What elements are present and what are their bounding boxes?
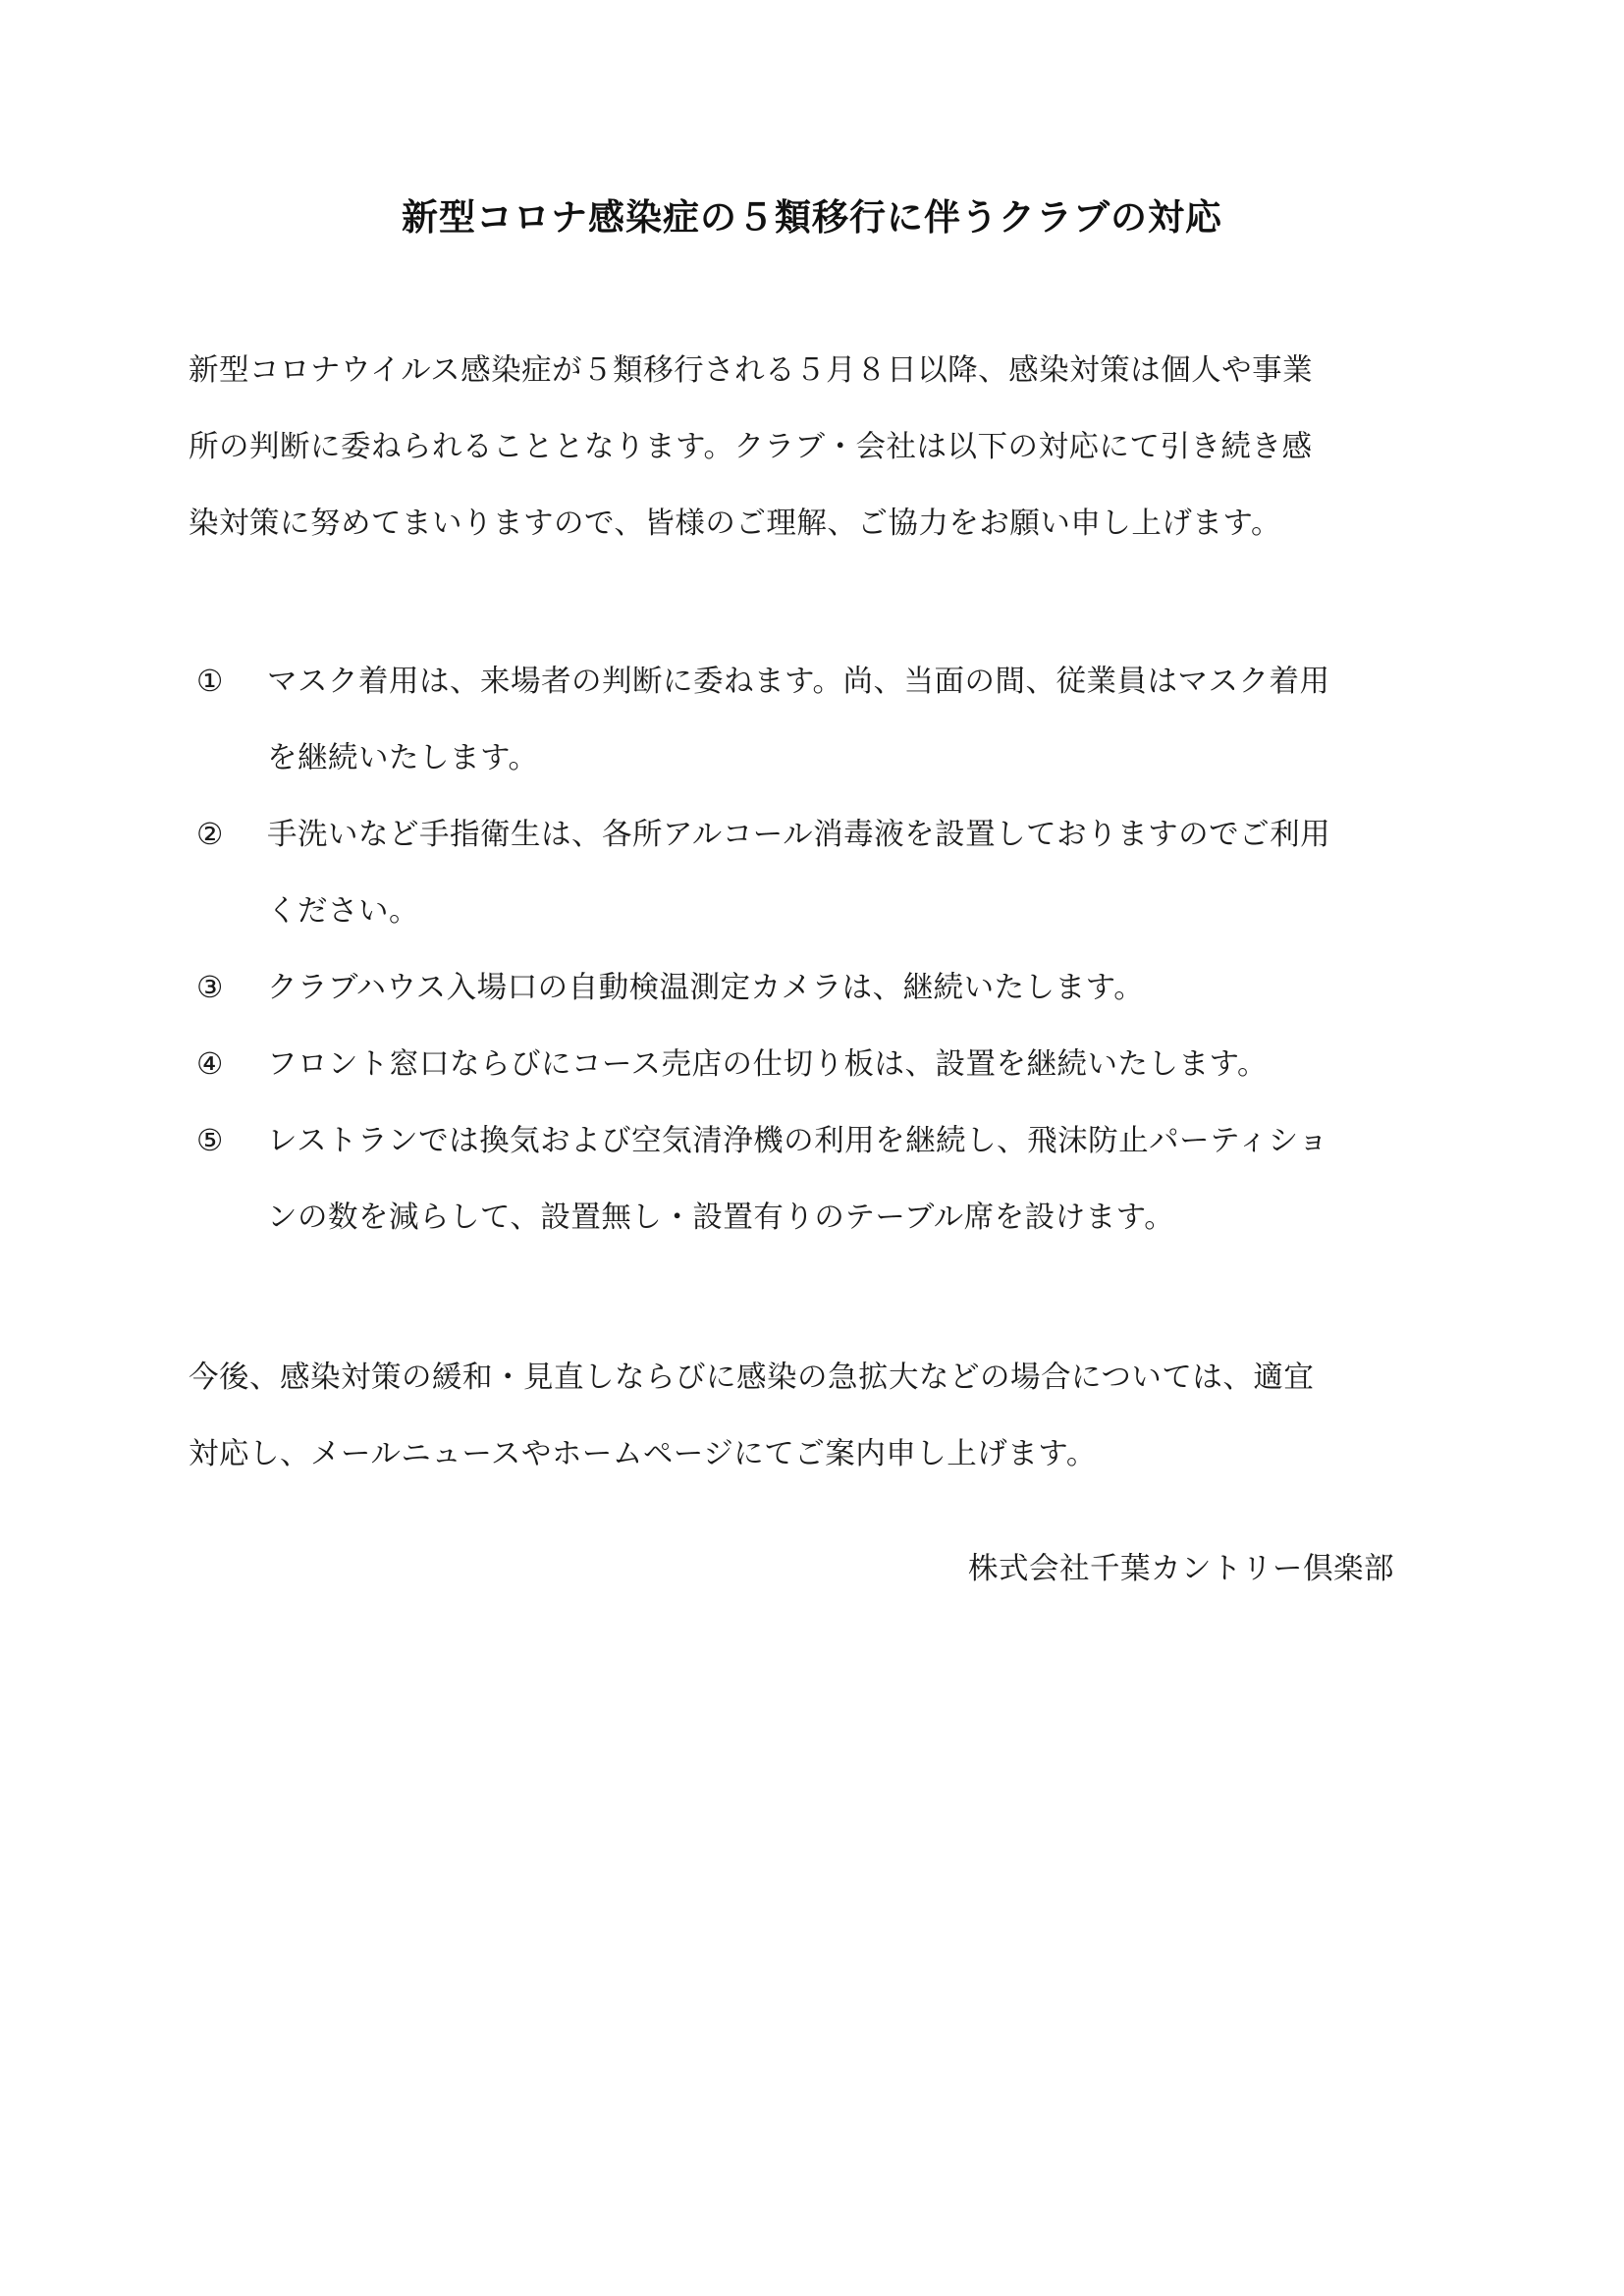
item-number: ② — [196, 818, 224, 852]
intro-paragraph — [189, 333, 1435, 562]
document-title: 新型コロナ感染症の５類移行に伴うクラブの対応 — [402, 196, 1222, 239]
list-item — [196, 1027, 1443, 1103]
item-number: ④ — [196, 1047, 224, 1082]
closing-line: 今後、感染対策の緩和・見直しならびに感染の急拡大などの場合については、適宜 — [189, 1361, 1315, 1395]
item-text — [267, 950, 1443, 1027]
item-number: ① — [196, 665, 224, 699]
intro-line: 所の判断に委ねられることとなります。クラブ・会社は以下の対応にて引き続き感 — [189, 430, 1313, 464]
item-line: フロント窓口ならびにコース売店の仕切り板は、設置を継続いたします。 — [267, 1047, 1269, 1082]
item-text — [267, 644, 1443, 797]
item-line: を継続いたします。 — [267, 741, 539, 775]
list-item — [196, 644, 1443, 797]
item-line: クラブハウス入場口の自動検温測定カメラは、継続いたします。 — [267, 971, 1145, 1005]
list-item — [196, 950, 1443, 1027]
list-item — [196, 797, 1443, 950]
item-text — [267, 797, 1443, 950]
closing-line: 対応し、メールニュースやホームページにてご案内申し上げます。 — [189, 1437, 1097, 1471]
item-line: ンの数を減らして、設置無し・設置有りのテーブル席を設けます。 — [267, 1201, 1175, 1235]
item-text — [267, 1103, 1443, 1256]
item-line: レストランでは換気および空気清浄機の利用を継続し、飛沫防止パーティショ — [267, 1124, 1329, 1158]
item-number: ③ — [196, 971, 224, 1005]
list-item — [196, 1103, 1443, 1256]
item-number: ⑤ — [196, 1124, 224, 1158]
item-line: ください。 — [267, 894, 419, 929]
intro-line: 染対策に努めてまいりますので、皆様のご理解、ご協力をお願い申し上げます。 — [189, 507, 1281, 541]
company-signature: 株式会社千葉カントリー倶楽部 — [968, 1552, 1394, 1586]
closing-paragraph — [189, 1340, 1435, 1493]
measures-list — [196, 644, 1443, 1256]
intro-line: 新型コロナウイルス感染症が５類移行される５月８日以降、感染対策は個人や事業 — [189, 353, 1314, 388]
item-line: 手洗いなど手指衛生は、各所アルコール消毒液を設置しておりますのでご利用 — [267, 818, 1331, 852]
item-text — [267, 1027, 1443, 1103]
item-line: マスク着用は、来場者の判断に委ねます。尚、当面の間、従業員はマスク着用 — [267, 665, 1330, 699]
